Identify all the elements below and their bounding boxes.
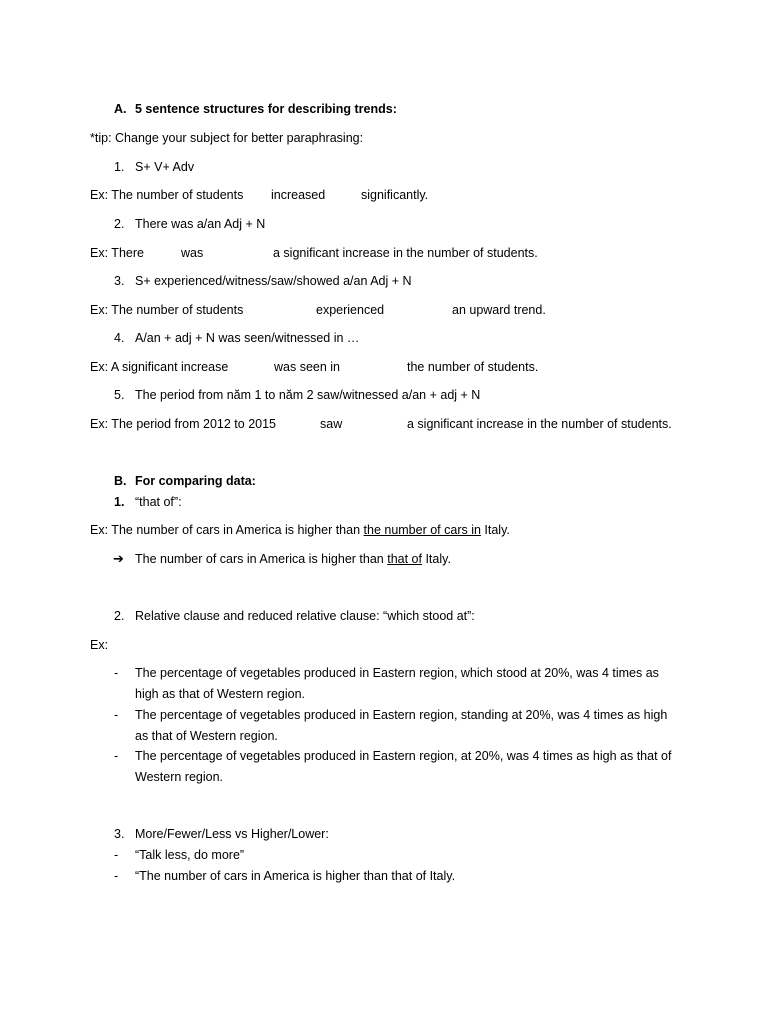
- item-number: 4.: [114, 331, 125, 345]
- bullet-text: “The number of cars in America is higher than that of Italy.: [135, 869, 456, 883]
- example-subject: Ex: The period from 2012 to 2015: [90, 417, 276, 431]
- comparison-result: [135, 551, 451, 567]
- item-number: 1.: [114, 160, 125, 174]
- example-verb: saw: [320, 417, 343, 431]
- item-number: 2.: [114, 609, 125, 623]
- bullet-dash: -: [114, 869, 119, 883]
- structure-formula: A/an + adj + N was seen/witnessed in …: [135, 331, 360, 345]
- bullet-dash: -: [114, 848, 119, 862]
- structure-formula: The period from năm 1 to năm 2 saw/witnessed a/an + adj + N: [135, 388, 481, 402]
- structure-formula: S+ experienced/witness/saw/showed a/an Adj + N: [135, 274, 412, 288]
- item-title: More/Fewer/Less vs Higher/Lower:: [135, 827, 329, 841]
- example-subject: Ex: The number of students: [90, 188, 244, 202]
- example-subject: Ex: A significant increase: [90, 360, 229, 374]
- section-b-heading: For comparing data:: [135, 474, 256, 488]
- structure-formula: There was a/an Adj + N: [135, 217, 266, 231]
- example-complement: the number of students.: [407, 360, 539, 374]
- example-label: Ex:: [90, 638, 109, 652]
- bullet-text: The percentage of vegetables produced in Eastern region, standing at 20%, was 4 times as high: [135, 708, 668, 722]
- bullet-text: as that of Western region.: [135, 729, 278, 743]
- result-prefix: The number of cars in America is higher than: [135, 552, 388, 566]
- example-complement: a significant increase in the number of students.: [273, 246, 538, 260]
- example-subject: Ex: The number of students: [90, 303, 244, 317]
- bullet-text: The percentage of vegetables produced in Eastern region, at 20%, was 4 times as high as that of: [135, 749, 672, 763]
- bullet-dash: -: [114, 666, 119, 680]
- example-verb: increased: [271, 188, 326, 202]
- underlined-phrase: that of: [387, 552, 422, 566]
- example-verb: was: [181, 246, 204, 260]
- section-a-heading: 5 sentence structures for describing trends:: [135, 102, 397, 116]
- example-complement: a significant increase in the number of students.: [407, 417, 672, 431]
- example-complement: an upward trend.: [452, 303, 546, 317]
- tip-text: *tip: Change your subject for better paraphrasing:: [90, 131, 364, 145]
- item-number: 3.: [114, 827, 125, 841]
- example-verb: experienced: [316, 303, 385, 317]
- example-complement: significantly.: [361, 188, 429, 202]
- arrow-right-icon: ➔: [113, 551, 124, 566]
- bullet-text: The percentage of vegetables produced in Eastern region, which stood at 20%, was 4 times as: [135, 666, 659, 680]
- item-number: 3.: [114, 274, 125, 288]
- example-prefix: Ex: The number of cars in America is higher than: [90, 523, 364, 537]
- example-subject: Ex: There: [90, 246, 144, 260]
- item-number: 2.: [114, 217, 125, 231]
- item-title: Relative clause and reduced relative clause: “which stood at”:: [135, 609, 475, 623]
- example-verb: was seen in: [274, 360, 341, 374]
- bullet-dash: -: [114, 708, 119, 722]
- item-title: “that of”:: [135, 495, 182, 509]
- section-a-marker: A.: [114, 102, 127, 116]
- bullet-text: Western region.: [135, 770, 224, 784]
- item-number: 5.: [114, 388, 125, 402]
- section-b-marker: B.: [114, 474, 127, 488]
- comparison-example: [90, 522, 510, 538]
- bullet-text: high as that of Western region.: [135, 687, 306, 701]
- underlined-phrase: the number of cars in: [363, 523, 481, 537]
- example-suffix: Italy.: [480, 523, 510, 537]
- bullet-dash: -: [114, 749, 119, 763]
- bullet-text: “Talk less, do more”: [135, 848, 245, 862]
- item-number: 1.: [114, 495, 125, 509]
- result-suffix: Italy.: [421, 552, 451, 566]
- structure-formula: S+ V+ Adv: [135, 160, 195, 174]
